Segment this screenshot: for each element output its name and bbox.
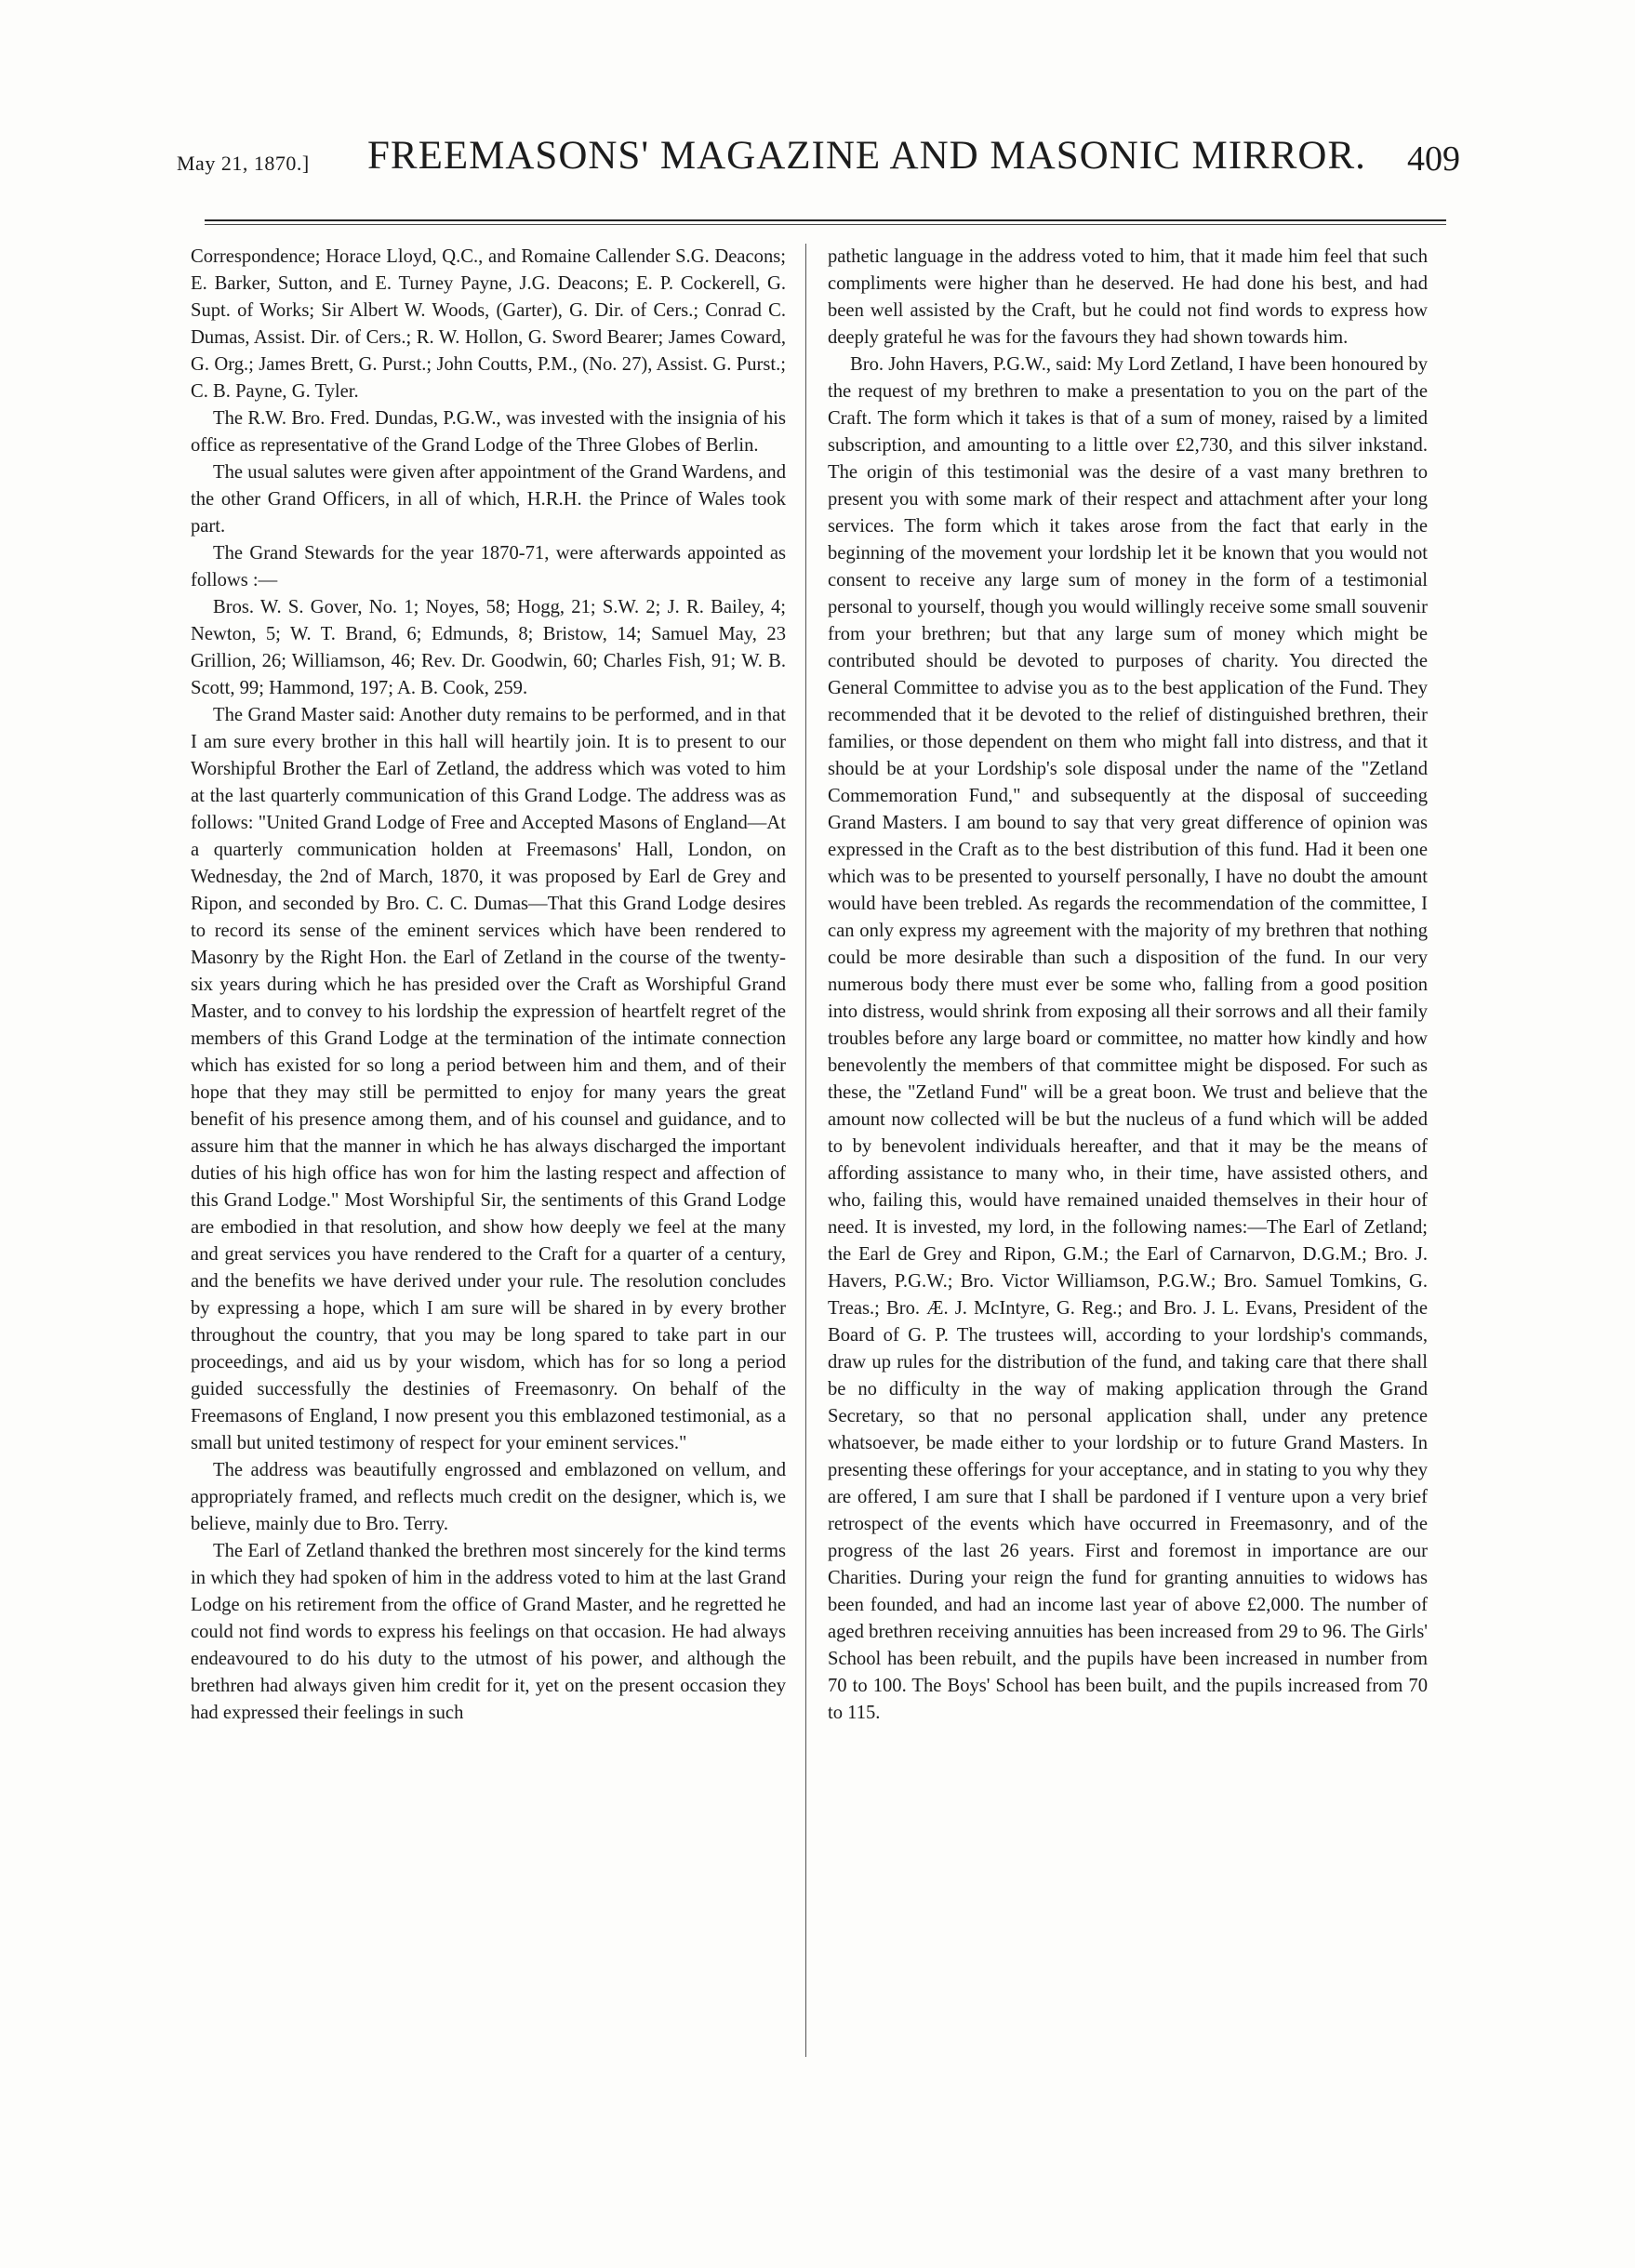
- paragraph: pathetic language in the address voted to him, that it made him feel that such compliments were higher than he deserved. He had done his best, and had been well assisted by the Craft, but he could not find words to express how deeply grateful he was for the favours they had shown towards him.: [828, 246, 1428, 348]
- paragraph: Correspondence; Horace Lloyd, Q.C., and Romaine Callender S.G. Deacons; E. Barker, Sutton, and E. Turney Payne, J.G. Deacons; E. P. Cockerell, G. Supt. of Works; Sir Albert W. Woods, (Garter), G. Dir. of Cers.; Conrad C. Dumas, Assist. Dir. of Cers.; R. W. Hollon, G. Sword Bearer; James Coward, G. Org.; James Brett, G. Purst.; John Coutts, P.M., (No. 27), Assist. G. Purst.; C. B. Payne, G. Tyler.: [191, 246, 786, 402]
- column-divider: [805, 244, 806, 2057]
- right-column: [828, 244, 1428, 1727]
- paragraph: Bro. John Havers, P.G.W., said: My Lord Zetland, I have been honoured by the request of my brethren to make a presentation to you on the part of the Craft. The form which it takes is that of a sum of money, raised by a limited subscription, and amounting to a little over £2,730, and this silver inkstand. The origin of this testimonial was the desire of a vast many brethren to present you with some mark of their respect and attachment after your long services. The form which it takes arose from the fact that early in the beginning of the movement your lordship let it be known that you would not consent to receive any large sum of money in the form of a testimonial personal to yourself, though you would willingly receive some small souvenir from your brethren; but that any large sum of money which might be contributed should be devoted to purposes of charity. You directed the General Committee to advise you as to the best application of the Fund. They recommended that it be devoted to the relief of distinguished brethren, their families, or those dependent on them who might fall into distress, and that it should be at your Lordship's sole disposal under the name of the "Zetland Commemoration Fund," and subsequently at the disposal of succeeding Grand Masters. I am bound to say that very great difference of opinion was expressed in the Craft as to the best distribution of this fund. Had it been one which was to be presented to yourself personally, I have no doubt the amount would have been trebled. As regards the recommendation of the committee, I can only express my agreement with the majority of my brethren that nothing could be more desirable than such a disposition of the fund. In our very numerous body there must ever be some who, falling from a good position into distress, would shrink from exposing all their sorrows and all their family troubles before any large board or committee, no matter how kindly and how benevolently the members of that committee might be disposed. For such as these, the "Zetland Fund" will be a great boon. We trust and believe that the amount now collected will be but the nucleus of a fund which will be added to by benevolent individuals hereafter, and that it may be the means of affording assistance to many who, in their time, have assisted others, and who, failing this, would have remained unaided themselves in their hour of need. It is invested, my lord, in the following names:—The Earl of Zetland; the Earl de Grey and Ripon, G.M.; the Earl of Carnarvon, D.G.M.; Bro. J. Havers, P.G.W.; Bro. Victor Williamson, P.G.W.; Bro. Samuel Tomkins, G. Treas.; Bro. Æ. J. McIntyre, G. Reg.; and Bro. J. L. Evans, President of the Board of G. P. The trustees will, according to your lordship's commands, draw up rules for the distribution of the fund, and taking care that there shall be no difficulty in the way of making application through the Grand Secretary, so that no personal application shall, under any pretence whatsoever, be made either to your lordship or to future Grand Masters. In presenting these offerings for your acceptance, and in stating to you why they are offered, I am sure that I shall be pardoned if I venture upon a very brief retrospect of the events which have occurred in Freemasonry, and of the progress of the last 26 years. First and foremost in importance are our Charities. During your reign the fund for granting annuities to widows has been founded, and had an income last year of above £2,000. The number of aged brethren receiving annuities has been increased from 29 to 96. The Girls' School has been rebuilt, and the pupils have been increased in number from 70 to 100. The Boys' School has been built, and the pupils increased from 70 to 115.: [828, 354, 1428, 1723]
- page-number: 409: [1407, 139, 1460, 179]
- paragraph: The address was beautifully engrossed and emblazoned on vellum, and appropriately framed, and reflects much credit on the designer, which is, we believe, mainly due to Bro. Terry.: [191, 1460, 786, 1534]
- publication-title: FREEMASONS' MAGAZINE AND MASONIC MIRROR.: [367, 134, 1366, 178]
- header-rule-thin: [205, 224, 1446, 225]
- left-column: [191, 244, 786, 1727]
- paragraph: The Grand Stewards for the year 1870-71, were afterwards appointed as follows :—: [191, 543, 786, 590]
- paragraph: The Earl of Zetland thanked the brethren most sincerely for the kind terms in which they had spoken of him in the address voted to him at the last Grand Lodge on his retirement from the office of Grand Master, and he regretted he could not find words to express his feelings on that occasion. He had always endeavoured to do his duty to the utmost of his power, and although the brethren had always given him credit for it, yet on the present occasion they had expressed their feelings in such: [191, 1541, 786, 1723]
- paragraph: The R.W. Bro. Fred. Dundas, P.G.W., was invested with the insignia of his office as representative of the Grand Lodge of the Three Globes of Berlin.: [191, 408, 786, 456]
- paragraph: The usual salutes were given after appointment of the Grand Wardens, and the other Grand Officers, in all of which, H.R.H. the Prince of Wales took part.: [191, 462, 786, 537]
- masthead: [177, 126, 1460, 181]
- header-rule: [205, 219, 1446, 221]
- issue-date: May 21, 1870.]: [177, 152, 310, 175]
- paragraph: Bros. W. S. Gover, No. 1; Noyes, 58; Hogg, 21; S.W. 2; J. R. Bailey, 4; Newton, 5; W. T. Brand, 6; Edmunds, 8; Bristow, 14; Samuel May, 23 Grillion, 26; Williamson, 46; Rev. Dr. Goodwin, 60; Charles Fish, 91; W. B. Scott, 99; Hammond, 197; A. B. Cook, 259.: [191, 597, 786, 698]
- paragraph: The Grand Master said: Another duty remains to be performed, and in that I am sure every brother in this hall will heartily join. It is to present to our Worshipful Brother the Earl of Zetland, the address which was voted to him at the last quarterly communication of this Grand Lodge. The address was as follows: "United Grand Lodge of Free and Accepted Masons of England—At a quarterly communication holden at Freemasons' Hall, London, on Wednesday, the 2nd of March, 1870, it was proposed by Earl de Grey and Ripon, and seconded by Bro. C. C. Dumas—That this Grand Lodge desires to record its sense of the eminent services which have been rendered to Masonry by the Right Hon. the Earl of Zetland in the course of the twenty-six years during which he has presided over the Craft as Worshipful Grand Master, and to convey to his lordship the expression of heartfelt regret of the members of this Grand Lodge at the termination of the intimate connection which has existed for so long a period between him and them, and of their hope that they may still be permitted to enjoy for many years the great benefit of his presence among them, and of his counsel and guidance, and to assure him that the manner in which he has always discharged the important duties of his high office has won for him the lasting respect and affection of this Grand Lodge." Most Worshipful Sir, the sentiments of this Grand Lodge are embodied in that resolution, and show how deeply we feel at the many and great services you have rendered to the Craft for a quarter of a century, and the benefits we have derived under your rule. The resolution concludes by expressing a hope, which I am sure will be shared in by every brother throughout the country, that you may be long spared to take part in our proceedings, and aid us by your wisdom, which has for so long a period guided successfully the destinies of Freemasonry. On behalf of the Freemasons of England, I now present you this emblazoned testimonial, as a small but united testimony of respect for your eminent services.": [191, 705, 786, 1453]
